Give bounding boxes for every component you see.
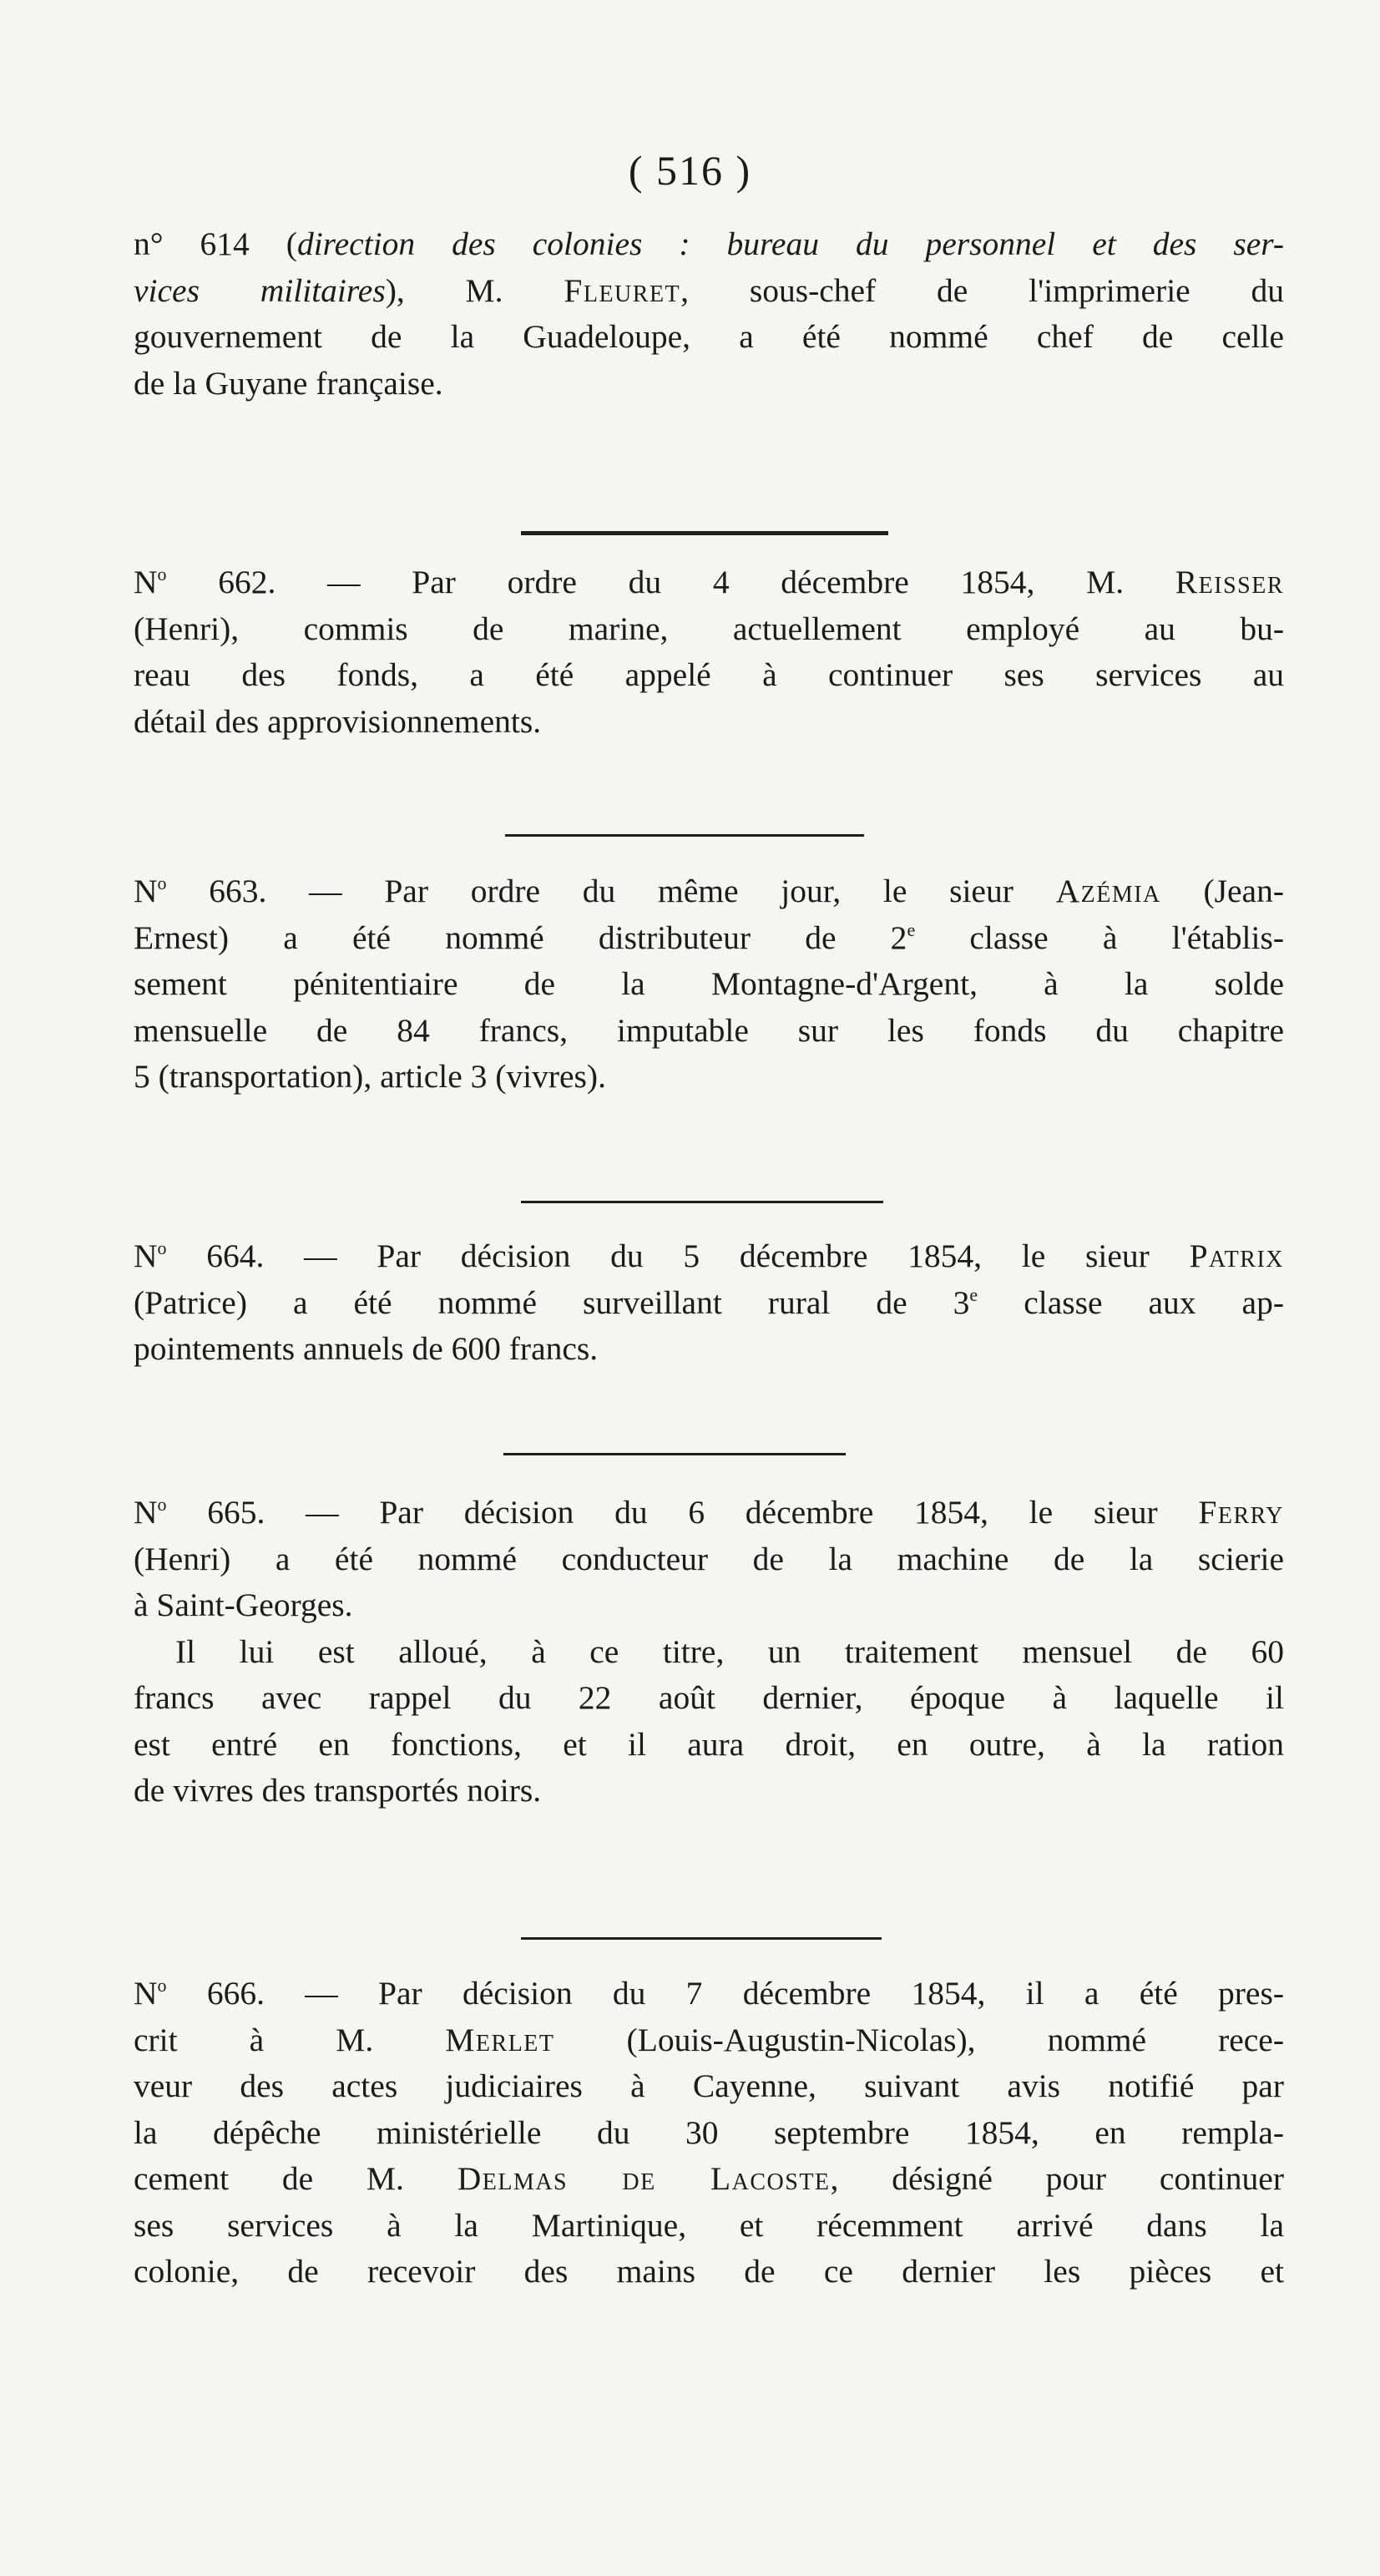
entry-665 [134,1490,1284,1814]
paragraph-continuation [134,221,1284,407]
text-line: à Saint-Georges. [134,1587,353,1623]
text-line: $N^o$ 665. — Par décision du 6 décembre 1854, le sieur Ferry [134,1494,1284,1531]
text-line: colonie, de recevoir des mains de ce dernier les pièces et [134,2253,1284,2290]
section-divider [521,1937,882,1940]
text-line: $N^o$ 663. — Par ordre du même jour, le sieur Azémia (Jean- [134,873,1284,909]
text-line: Ernest) a été nommé distributeur de 2e classe à l'établis- [134,919,1284,956]
text-line: de vivres des transportés noirs. [134,1772,542,1809]
text-line: la dépêche ministérielle du 30 septembre 1854, en rempla- [134,2113,1284,2151]
text-line: francs avec rappel du 22 août dernier, époque à laquelle il [134,1679,1284,1716]
text-line: reau des fonds, a été appelé à continuer ses services au [134,656,1284,693]
entry-664 [134,1233,1284,1373]
text-line: $N^o$ 666. — Par décision du 7 décembre 1854, il a été pres- [134,1975,1284,2012]
text-line: gouvernement de la Guadeloupe, a été nommé chef de celle [134,318,1284,355]
text-line: cement de M. Delmas de Lacoste, désigné pour continuer [134,2160,1284,2197]
section-divider [505,834,864,837]
text-line: vices militaires), M. Fleuret, sous-chef de l'imprimerie du [134,271,1285,309]
text-line: mensuelle de 84 francs, imputable sur les fonds du chapitre [134,1011,1284,1049]
text-line: crit à M. Merlet (Louis-Augustin-Nicolas), nommé rece- [134,2021,1284,2058]
section-divider [503,1453,846,1455]
text-line: Il lui est alloué, à ce titre, un traitement mensuel de 60 [175,1632,1284,1670]
text-line: veur des actes judiciaires à Cayenne, suivant avis notifié par [134,2067,1284,2104]
text-line: 5 (transportation), article 3 (vivres). [134,1058,606,1095]
text-line: (Patrice) a été nommé surveillant rural de 3e classe aux ap- [134,1283,1284,1321]
entry-662 [134,559,1284,745]
entry-666 [134,1971,1284,2295]
text-line: (Henri) a été nommé conducteur de la machine de la scierie [134,1540,1284,1577]
section-divider [521,531,888,535]
text-line: $N^o$ 664. — Par décision du 5 décembre 1854, le sieur Patrix [134,1237,1284,1274]
text-line: de la Guyane française. [134,364,443,402]
text-line: n° 614 (direction des colonies : bureau du personnel et des ser- [134,225,1285,262]
text-line: $N^o$ 662. — Par ordre du 4 décembre 1854, M. Reisser [134,564,1284,600]
text-line: pointements annuels de 600 francs. [134,1330,599,1367]
section-divider [521,1201,883,1203]
text-line: est entré en fonctions, et il aura droit, en outre, à la ration [134,1725,1284,1763]
text-line: sement pénitentiaire de la Montagne-d'Argent, à la solde [134,965,1284,1002]
entry-663 [134,868,1284,1101]
page-number: ( 516 ) [628,147,752,194]
text-line: (Henri), commis de marine, actuellement employé au bu- [134,610,1284,647]
text-line: détail des approvisionnements. [134,702,542,740]
text-line: ses services à la Martinique, et récemment arrivé dans la [134,2206,1284,2244]
